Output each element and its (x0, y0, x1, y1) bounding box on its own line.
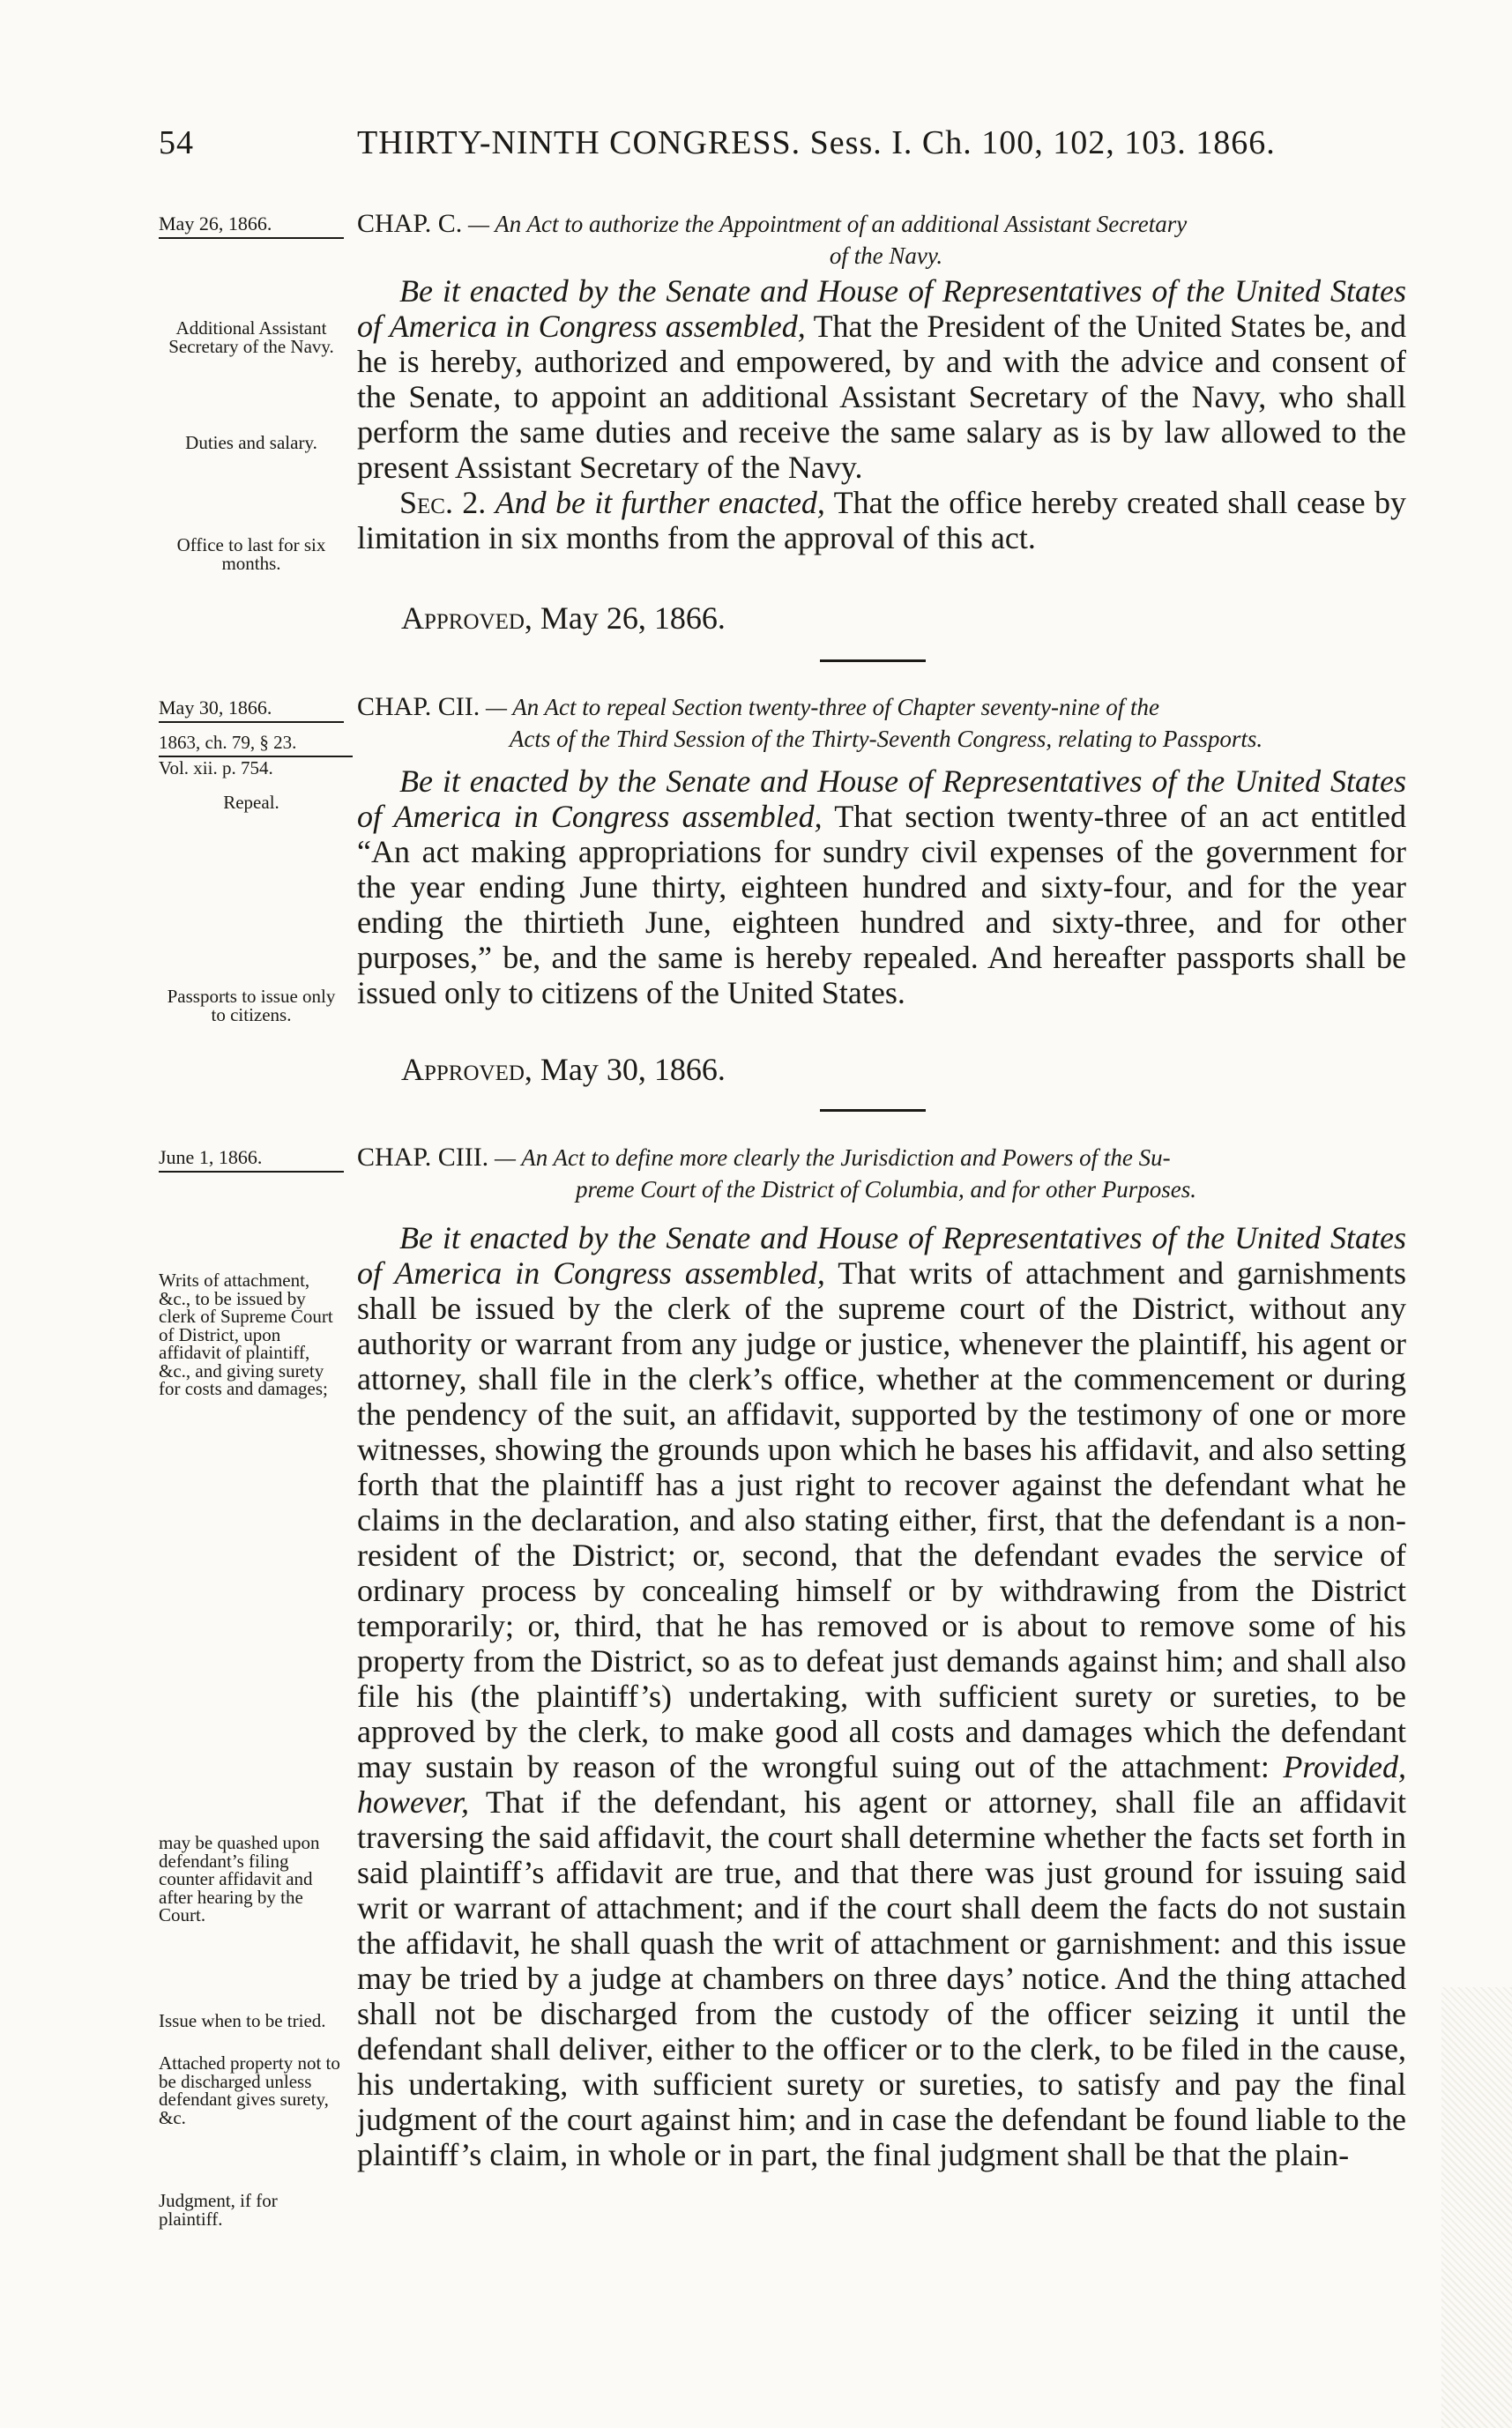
side-note: Repeal. (223, 792, 279, 813)
section-text: That the President of the United States be, and he is hereby, authorized and empowered, by and with the advice and consent of the Senate, to appoint an additional Assistant Secretary of the Navy, who shall perform the same duties and receive the same salary as is by law allowed to the present Assistant Secretary of the Navy. (357, 309, 1406, 485)
approved-date: May 26, 1866. (540, 600, 726, 636)
enacting-clause: Be it enacted by the Senate and House of Representatives of the United States of America in Congress assembled, (357, 1220, 1406, 1291)
side-note: Writs of attachment, &c., to be issued by clerk of Supreme Court of District, upon affidavit of plaintiff, &c., and giving surety for costs and damages; (159, 1270, 333, 1400)
side-note: Passports to issue only to citizens. (167, 986, 336, 1025)
section-text: That section twenty-three of an act entitled “An act making appropriations for sundry civil expenses of the government for the year ending June thirty, eighteen hundred and sixty-four, and for the year ending the thirtieth June, eighteen hundred and sixty-three, and for other purposes,” be, and the same is hereby repealed. And hereafter passports shall be issued only to citizens of the United States. (357, 799, 1406, 1010)
section-label: Sec. 2. (399, 485, 487, 520)
chapter-number: CHAP. C. (357, 209, 463, 238)
section-divider (820, 1109, 926, 1112)
side-note: Attached property not to be discharged unless defendant gives surety, &c. (159, 2052, 340, 2128)
chapter-heading (357, 689, 1415, 755)
side-note: Judgment, if for plaintiff. (159, 2190, 278, 2230)
chapter-number: CHAP. CIII. (357, 1143, 489, 1172)
citation-line: Vol. xii. p. 754. (159, 757, 273, 779)
chapter-body (357, 1220, 1406, 2172)
approved-date: May 30, 1866. (540, 1052, 726, 1087)
chapter-body (357, 273, 1406, 555)
citation-line: 1863, ch. 79, § 23. (159, 732, 353, 757)
chapter-date: May 26, 1866. (159, 212, 344, 239)
enacting-clause: Be it enacted by the Senate and House of Representatives of the United States of America in Congress assembled, (357, 273, 1406, 344)
side-note: Office to last for six months. (176, 534, 326, 574)
approval-line (401, 600, 726, 637)
side-note: Issue when to be tried. (159, 2010, 326, 2031)
section-enacting: And be it further enacted, (495, 485, 825, 520)
enacting-clause: Be it enacted by the Senate and House of Representatives of the United States of America in Congress assembled, (357, 763, 1406, 834)
chapter-heading (357, 206, 1415, 272)
chapter-title-line-1: — An Act to repeal Section twenty-three of Chapter seventy-nine of the (485, 694, 1160, 720)
chapter-title-line-2: preme Court of the District of Columbia, and for other Purposes. (576, 1176, 1196, 1203)
running-title: THIRTY-NINTH CONGRESS. Sess. I. Ch. 100, 102, 103. 1866. (357, 124, 1276, 161)
chapter-title-line-2: Acts of the Third Session of the Thirty-Seventh Congress, relating to Passports. (509, 726, 1263, 752)
statute-citation (159, 732, 353, 779)
section-divider (820, 659, 926, 662)
approved-label: Approved, (401, 1052, 533, 1087)
side-note: may be quashed upon defendant’s filing counter affidavit and after hearing by the Court. (159, 1832, 320, 1926)
chapter-title-line-1: — An Act to authorize the Appointment of an additional Assistant Secretary (467, 211, 1188, 237)
paper-edge-texture (1441, 1987, 1512, 2428)
side-note: Duties and salary. (185, 432, 317, 453)
chapter-title-line-2: of the Navy. (829, 242, 943, 269)
section-text: That if the defendant, his agent or attorney, shall file an affidavit traversing the said affidavit, the court shall determine whether the facts set forth in said plaintiff’s affidavit are true, and that there was just ground for issuing said writ or warrant of attachment; and if the court shall deem the facts do not sustain the affidavit, he shall quash the writ of attachment or garnishment: and this issue may be tried by a judge at chambers on three days’ notice. And the thing attached shall not be discharged from the custody of the officer seizing it until the defendant shall deliver, either to the officer or to the clerk, to be filed in the cause, his undertaking, with sufficient surety or sureties, to satisfy and pay the final judgment of the court against him; and in case the defendant be found liable to the plaintiff’s claim, in whole or in part, the final judgment shall be that the plain- (357, 1784, 1406, 2172)
section-text: That the office hereby created shall cease by limitation in six months from the approval of this act. (357, 485, 1406, 555)
chapter-number: CHAP. CII. (357, 692, 480, 721)
chapter-heading (357, 1140, 1415, 1205)
page-number: 54 (159, 124, 194, 161)
section-text: That writs of attachment and garnishments shall be issued by the clerk of the supreme court of the District, without any authority or warrant from any judge or justice, whenever the plaintiff, his agent or attorney, shall file in the clerk’s office, whether at the commencement or during the pendency of the suit, an affidavit, supported by the testimony of one or more witnesses, showing the grounds upon which he bases his affidavit, and also setting forth that the plaintiff has a just right to recover against the defendant what he claims in the declaration, and also stating either, first, that the defendant is a non-resident of the District; or, second, that the defendant evades the service of ordinary process by concealing himself or by withdrawing from the District temporarily; or, third, that he has removed or is about to remove some of his property from the District, so as to defeat just demands against him; and shall also file his (the plaintiff’s) undertaking, with sufficient surety or sureties, to be approved by the clerk, to make good all costs and damages which the defendant may sustain by reason of the wrongful suing out of the attachment: (357, 1255, 1406, 1784)
chapter-title-line-1: — An Act to define more clearly the Jurisdiction and Powers of the Su- (494, 1144, 1171, 1171)
proviso: Provided, however, (357, 1749, 1407, 1820)
chapter-body (357, 763, 1406, 1010)
approval-line (401, 1051, 726, 1088)
side-note: Additional Assistant Secretary of the Navy. (168, 317, 334, 357)
approved-label: Approved, (401, 600, 533, 636)
chapter-date: May 30, 1866. (159, 696, 344, 723)
chapter-date: June 1, 1866. (159, 1146, 344, 1173)
